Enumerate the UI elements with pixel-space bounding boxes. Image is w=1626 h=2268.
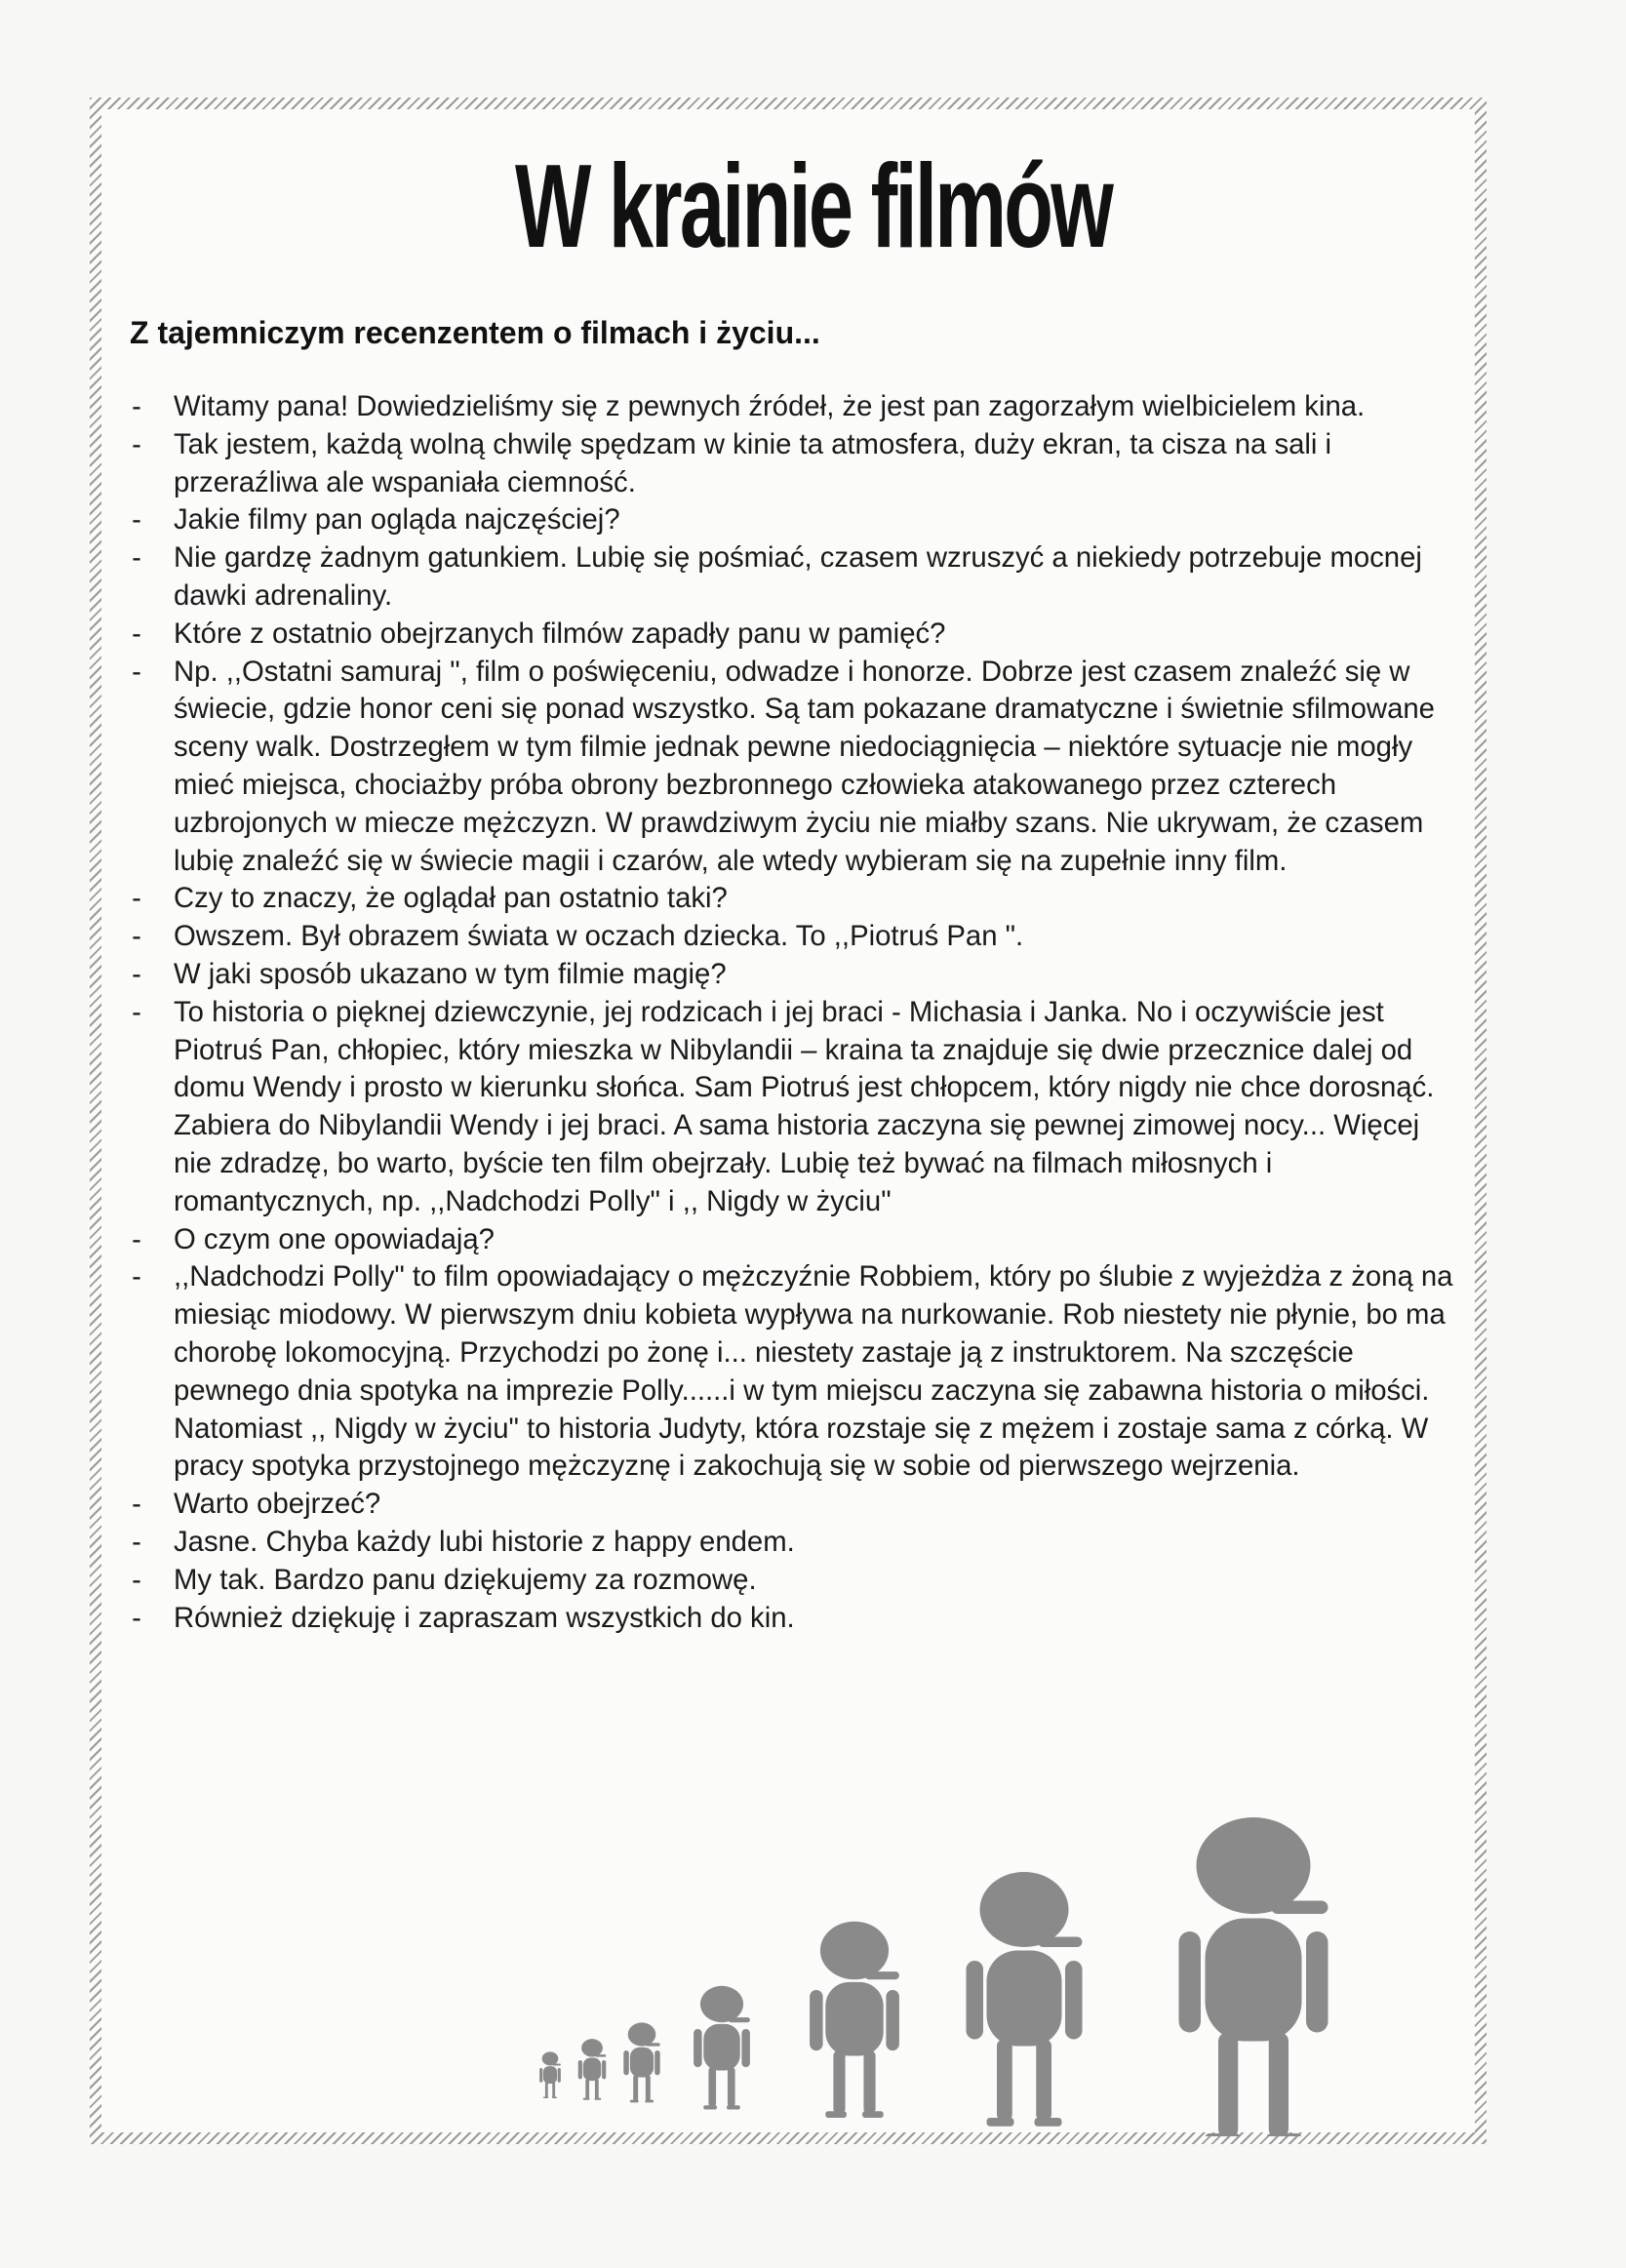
- dialogue-dash: -: [132, 995, 141, 1028]
- dialogue-text: O czym one opowiadają?: [174, 1222, 495, 1255]
- dialogue-text: Witamy pana! Dowiedzieliśmy się z pewnych źródeł, że jest pan zagorzałym wielbicielem kina.: [174, 390, 1366, 422]
- dialogue-line: [127, 654, 1458, 881]
- dialogue-text: Nie gardzę żadnym gatunkiem. Lubię się pośmiać, czasem wzruszyć a niekiedy potrzebuje mocnej dawki adrenaliny.: [174, 541, 1422, 612]
- dialogue-dash: -: [132, 957, 141, 990]
- dialogue-dash: -: [132, 503, 141, 537]
- figure-3: [623, 2022, 659, 2102]
- dialogue-line: [127, 880, 1458, 918]
- dialogue-dash: -: [132, 920, 141, 953]
- dialogue-dash: -: [132, 617, 141, 650]
- dialogue-dash: -: [132, 882, 141, 915]
- dialogue-dash: -: [132, 1222, 141, 1255]
- dialogue-dash: -: [132, 1488, 141, 1521]
- dialogue-line: [127, 539, 1458, 616]
- figure-1: [539, 2051, 561, 2098]
- dialogue-dash: -: [132, 655, 141, 688]
- dialogue-line: [127, 1486, 1458, 1524]
- dialogue-line: [127, 918, 1458, 956]
- dialogue-dash: -: [132, 541, 141, 575]
- figure-6: [967, 1872, 1083, 2127]
- growing-figures-illustration: [527, 1736, 1541, 2136]
- dialogue-line: [127, 956, 1458, 994]
- dialogue-line: [127, 1562, 1458, 1600]
- dialogue-line: [127, 994, 1458, 1221]
- dialogue-dash: -: [132, 427, 141, 460]
- dialogue-line: [127, 616, 1458, 654]
- dialogue-text: Jasne. Chyba każdy lubi historie z happy endem.: [174, 1525, 795, 1558]
- dialogue-text: Np. ,,Ostatni samuraj ", film o poświęceniu, odwadze i honorze. Dobrze jest czasem znaleźć się w świecie, gdzie honor ceni się ponad wszystko. Są tam pokazane dramatyczne i świetnie sfilmowane sceny walk. Dostrzegłem w tym filmie jednak pewne niedociągnięcia – niektóre sytuacje nie mogły mieć miejsca, chociażby próba obrony bezbronnego człowieka atakowanego przez czterech uzbrojonych w miecze mężczyzn. W prawdziwym życiu nie miałby szans. Nie ukrywam, że czasem lubię znaleźć się w świecie magii i czarów, ale wtedy wybieram się na zupełnie inny film.: [174, 655, 1435, 877]
- dialogue-text: Jakie filmy pan ogląda najczęściej?: [174, 503, 620, 537]
- dialogue-text: ,,Nadchodzi Polly" to film opowiadający o mężczyźnie Robbiem, który po ślubie z wyjeżdża z żoną na miesiąc miodowy. W pierwszym dniu kobieta wypływa na nurkowanie. Rob niestety nie płynie, bo ma chorobę lokomocyjną. Przychodzi po żonę i... niestety zastaje ją z instruktorem. Na szczęście pewnego dnia spotyka na imprezie Polly......i w tym miejscu zaczyna się zabawna historia o miłości. Natomiast ,, Nigdy w życiu" to historia Judyty, która rozstaje się z mężem i zostaje sama z córką. W pracy spotyka przystojnego mężczyznę i zakochują się w sobie od pierwszego wejrzenia.: [174, 1260, 1453, 1483]
- dialogue-line: [127, 426, 1458, 502]
- dialogue-line: [127, 501, 1458, 539]
- dialogue-line: [127, 1524, 1458, 1562]
- dialogue-dash: -: [132, 1525, 141, 1558]
- figure-5: [810, 1922, 899, 2118]
- dialogue-line: [127, 1258, 1458, 1486]
- dialogue-line: [127, 1221, 1458, 1259]
- dialogue-dash: -: [132, 1601, 141, 1634]
- dialogue-text: Tak jestem, każdą wolną chwilę spędzam w kinie ta atmosfera, duży ekran, ta cisza na sali i przeraźliwa ale wspaniała ciemność.: [174, 427, 1332, 498]
- figure-7: [1179, 1817, 1329, 2136]
- dialogue-text: Warto obejrzeć?: [174, 1488, 381, 1521]
- dialogue-dash: -: [132, 1260, 141, 1293]
- interview-dialogue: [127, 388, 1458, 1637]
- figure-2: [578, 2039, 607, 2100]
- article-subtitle: Z tajemniczym recenzentem o filmach i życiu...: [130, 315, 820, 350]
- dialogue-text: Czy to znaczy, że oglądał pan ostatnio taki?: [174, 882, 728, 915]
- dialogue-text: Które z ostatnio obejrzanych filmów zapadły panu w pamięć?: [174, 617, 946, 650]
- dialogue-text: W jaki sposób ukazano w tym filmie magię?: [174, 957, 727, 990]
- dialogue-line: [127, 1600, 1458, 1638]
- dialogue-dash: -: [132, 1563, 141, 1596]
- dialogue-text: To historia o pięknej dziewczynie, jej rodzicach i jej braci - Michasia i Janka. No i oczywiście jest Piotruś Pan, chłopiec, który mieszka w Nibylandii – kraina ta znajduje się dwie przecznice dalej od domu Wendy i prosto w kierunku słońca. Sam Piotruś jest chłopcem, który nigdy nie chce dorosnąć. Zabiera do Nibylandii Wendy i jej braci. A sama historia zaczyna się pewnej zimowej nocy... Więcej nie zdradzę, bo warto, byście ten film obejrzały. Lubię też bywać na filmach miłosnych i romantycznych, np. ,,Nadchodzi Polly" i ,, Nigdy w życiu": [174, 995, 1435, 1217]
- dialogue-text: Owszem. Był obrazem świata w oczach dziecka. To ,,Piotruś Pan ".: [174, 920, 1024, 953]
- dialogue-dash: -: [132, 390, 141, 422]
- dialogue-text: Również dziękuję i zapraszam wszystkich do kin.: [174, 1601, 795, 1634]
- page-title: W krainie filmów: [514, 139, 1112, 272]
- figure-4: [694, 1986, 750, 2110]
- dialogue-text: My tak. Bardzo panu dziękujemy za rozmowę.: [174, 1563, 757, 1596]
- dialogue-line: [127, 388, 1458, 426]
